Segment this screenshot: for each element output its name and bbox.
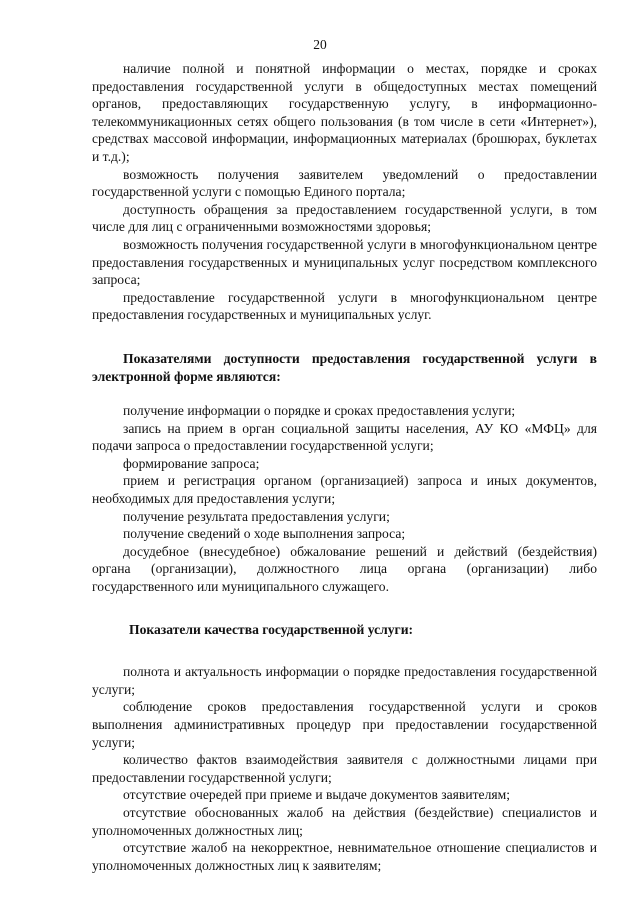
list-item: возможность получения государственной услуги в многофункциональном центре предоставления государственных и муниципальных услуг посредством комплексного запроса;	[92, 236, 597, 288]
quality-heading: Показатели качества государственной услуги:	[129, 621, 414, 637]
list-item: формирование запроса;	[123, 455, 260, 471]
list-item: количество фактов взаимодействия заявителя с должностными лицами при предоставлении государственной услуги;	[92, 752, 597, 785]
page-number: 20	[313, 37, 327, 52]
list-item: запись на прием в орган социальной защиты населения, АУ КО «МФЦ» для подачи запроса о предоставлении государственной услуги;	[92, 420, 597, 454]
list-item: получение результата предоставления услуги;	[123, 508, 390, 524]
list-item: предоставление государственной услуги в многофункциональном центре предоставления государственных и муниципальных услуг.	[92, 289, 597, 323]
list-item: возможность получения заявителем уведомлений о предоставлении государственной услуги с помощью Единого портала;	[92, 166, 597, 200]
page-content	[92, 60, 597, 874]
list-item: прием и регистрация органом (организацией) запроса и иных документов, необходимых для предоставления услуги;	[92, 473, 597, 507]
list-item: доступность обращения за предоставлением государственной услуги, в том числе для лиц с ограниченными возможностями здоровья;	[92, 201, 597, 235]
electronic-availability-heading: Показателями доступности предоставления государственной услуги в электронной форме являются:	[92, 350, 597, 384]
availability-list	[92, 60, 597, 324]
list-item: наличие полной и понятной информации о местах, порядке и сроках предоставления государственной услуги в общедоступных местах помещений органов, предоставляющих государственную услугу, в информационно-телекоммуникационных сетях общего пользования (в том числе в сети «Интернет»), средствах массовой информации, информационных материалах (брошюрах, буклетах и т.д.);	[92, 61, 597, 164]
list-item: отсутствие жалоб на некорректное, невнимательное отношение специалистов и уполномоченных должностных лиц к заявителям;	[92, 840, 597, 873]
list-item: отсутствие очередей при приеме и выдаче документов заявителям;	[123, 787, 510, 803]
list-item: досудебное (внесудебное) обжалование решений и действий (бездействия) органа (организации), должностного лица органа (организации) либо государственного или муниципального служащего.	[92, 543, 597, 595]
list-item: соблюдение сроков предоставления государственной услуги и сроков выполнения административных процедур при предоставлении государственной услуги;	[92, 699, 597, 750]
list-item: получение информации о порядке и сроках предоставления услуги;	[123, 403, 516, 419]
list-item: отсутствие обоснованных жалоб на действия (бездействие) специалистов и уполномоченных должностных лиц;	[92, 804, 597, 838]
list-item: получение сведений о ходе выполнения запроса;	[123, 526, 406, 542]
list-item: полнота и актуальность информации о порядке предоставления государственной услуги;	[92, 664, 597, 697]
quality-list	[92, 663, 597, 874]
electronic-availability-list	[92, 402, 597, 596]
